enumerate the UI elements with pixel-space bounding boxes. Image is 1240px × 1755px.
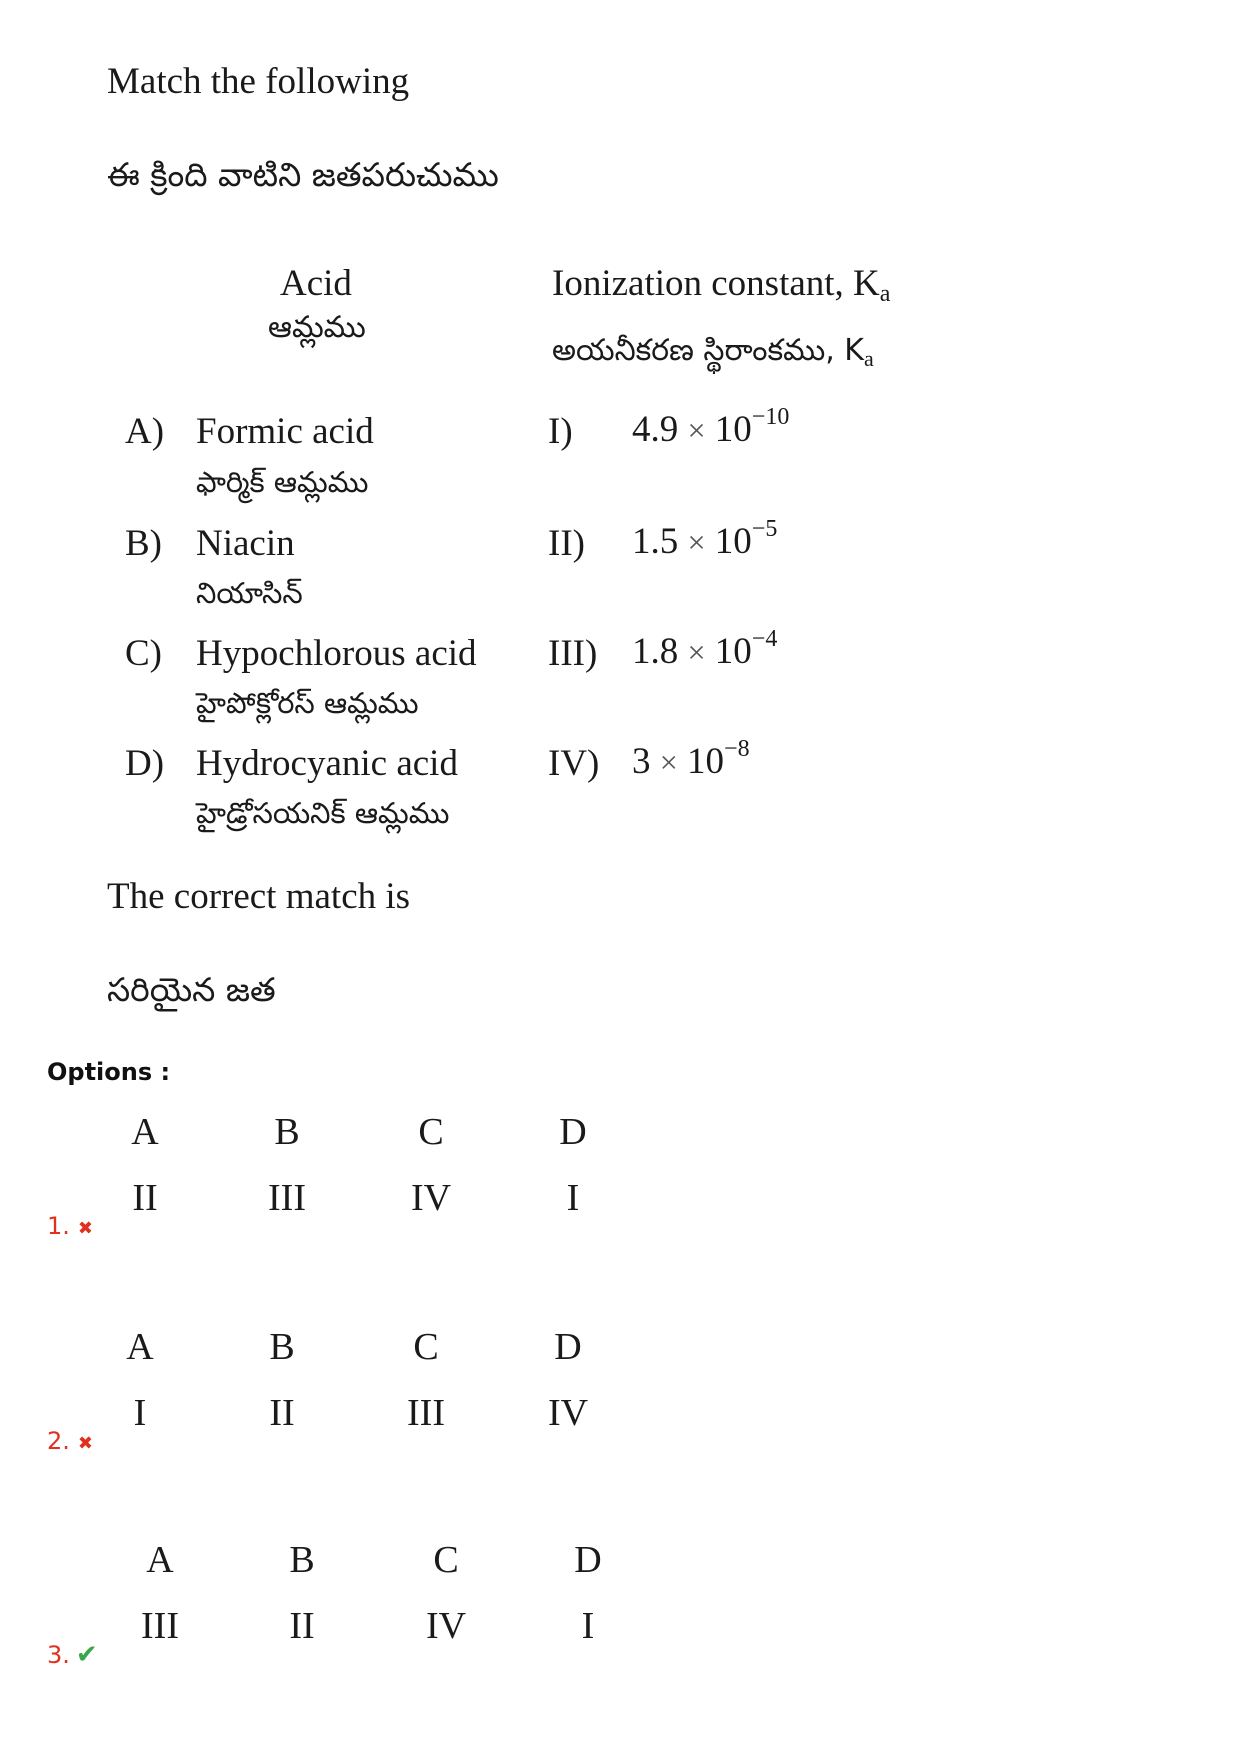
ka-mantissa: 1.5 [632, 521, 679, 562]
correct-match-te: సరియైన జత [107, 970, 276, 1009]
option-header-d: D [559, 1111, 587, 1153]
ka-exponent: −5 [751, 515, 778, 542]
roman-label-ii: II) [548, 523, 585, 564]
option-header-b: B [274, 1111, 300, 1153]
option-header-a: A [131, 1111, 159, 1153]
option-header-d: D [574, 1539, 602, 1581]
acid-name-en-a: Formic acid [196, 411, 374, 452]
option-header-a: A [126, 1326, 154, 1368]
times-symbol: × [687, 524, 706, 560]
times-symbol: × [659, 744, 678, 780]
ka-mantissa: 3 [632, 741, 651, 782]
options-label: Options : [47, 1058, 171, 1086]
ka-subscript-te: a [863, 346, 874, 371]
option-header-b: B [269, 1326, 295, 1368]
ka-subscript: a [879, 281, 891, 307]
ka-base: 10 [687, 741, 725, 782]
row-label-d: D) [125, 743, 165, 784]
acid-name-en-b: Niacin [196, 523, 295, 564]
acid-name-te-c: హైపోక్లోరస్ ఆమ్లము [196, 686, 419, 720]
cross-icon: ✖ [77, 1433, 93, 1454]
header-ka-en [552, 262, 890, 308]
ka-base: 10 [714, 409, 752, 450]
option-number: 2. [47, 1427, 70, 1455]
times-symbol: × [687, 412, 706, 448]
acid-name-te-a: ఫార్మిక్ ఆమ్లము [196, 465, 369, 499]
row-label-b: B) [125, 523, 162, 564]
option-3-select[interactable] [47, 1640, 98, 1670]
option-1-select[interactable] [47, 1212, 93, 1240]
question-title-en: Match the following [107, 61, 410, 102]
ka-mantissa: 4.9 [632, 409, 679, 450]
ka-exponent: −8 [724, 735, 750, 762]
correct-match-en: The correct match is [107, 876, 411, 917]
ka-exponent: −10 [751, 403, 790, 430]
row-label-c: C) [125, 633, 162, 674]
option-value: II [289, 1605, 315, 1647]
header-ka-te [552, 333, 874, 375]
option-number: 1. [47, 1212, 70, 1240]
row-label-a: A) [125, 411, 165, 452]
acid-name-te-b: నియాసిన్ [196, 576, 303, 610]
ka-value-i [632, 403, 790, 451]
header-ka-te-text: అయనీకరణ స్థిరాంకము, K [552, 333, 864, 368]
acid-name-en-c: Hypochlorous acid [196, 633, 477, 674]
option-2-select[interactable] [47, 1427, 93, 1455]
ka-value-iv [632, 735, 750, 783]
option-value: IV [410, 1177, 452, 1219]
option-value: III [268, 1177, 306, 1219]
option-value: IV [425, 1605, 467, 1647]
option-header-c: C [433, 1539, 459, 1581]
roman-label-iv: IV) [548, 743, 600, 784]
option-value: III [407, 1392, 445, 1434]
header-ka-en-text: Ionization constant, K [552, 263, 880, 304]
acid-name-en-d: Hydrocyanic acid [196, 743, 458, 784]
option-number: 3. [47, 1641, 70, 1669]
option-value: III [141, 1605, 179, 1647]
question-title-te: ఈ క్రింది వాటిని జతపరుచుము [107, 155, 499, 194]
option-value: I [566, 1177, 580, 1219]
cross-icon: ✖ [77, 1218, 93, 1239]
times-symbol: × [687, 634, 706, 670]
acid-name-te-d: హైడ్రోసయనిక్ ఆమ్లము [196, 796, 450, 830]
ka-mantissa: 1.8 [632, 631, 679, 672]
header-acid-te: ఆమ్లము [268, 310, 366, 345]
option-header-c: C [413, 1326, 439, 1368]
ka-base: 10 [714, 631, 752, 672]
option-header-a: A [146, 1539, 174, 1581]
ka-value-iii [632, 625, 778, 673]
option-header-d: D [554, 1326, 582, 1368]
option-header-b: B [289, 1539, 315, 1581]
ka-exponent: −4 [751, 625, 778, 652]
roman-label-iii: III) [548, 633, 598, 674]
roman-label-i: I) [548, 411, 573, 452]
checkmark-icon: ✔ [75, 1640, 98, 1670]
header-acid-en: Acid [280, 263, 352, 304]
option-value: II [269, 1392, 295, 1434]
option-value: I [133, 1392, 147, 1434]
option-value: IV [547, 1392, 589, 1434]
ka-value-ii [632, 515, 778, 563]
option-value: II [132, 1177, 158, 1219]
ka-base: 10 [714, 521, 752, 562]
option-header-c: C [418, 1111, 444, 1153]
option-value: I [581, 1605, 595, 1647]
